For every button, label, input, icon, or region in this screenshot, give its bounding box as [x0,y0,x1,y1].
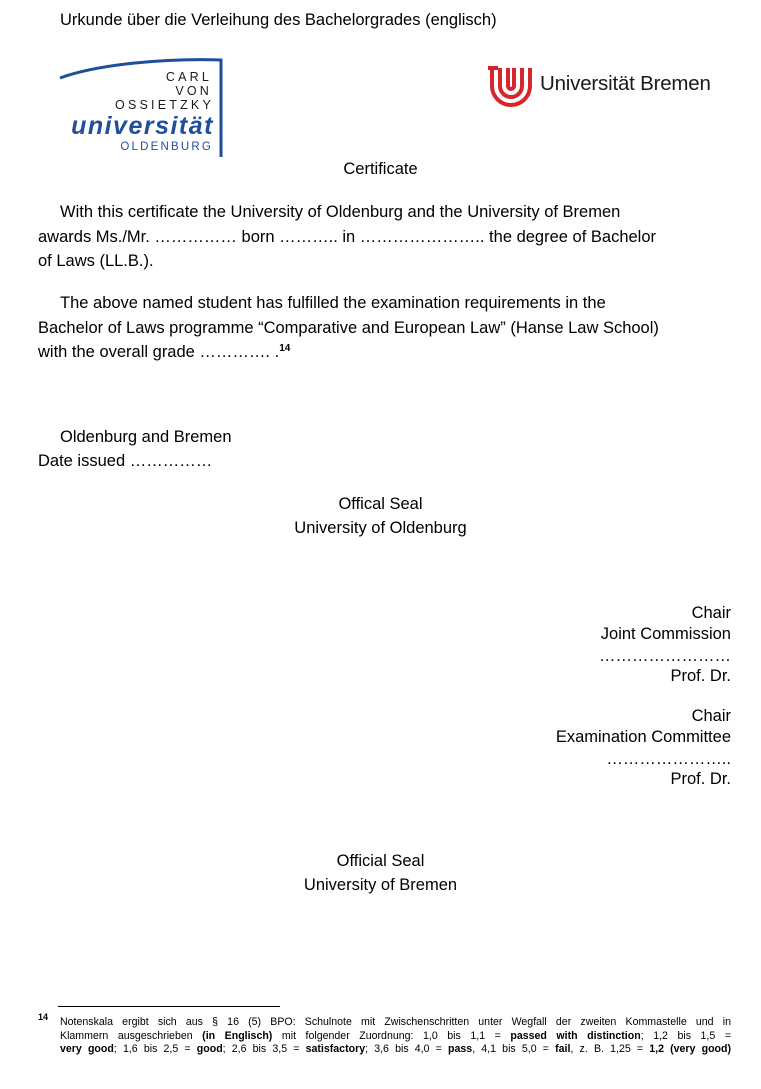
footnote-mark: 14 [38,1012,49,1022]
footnote-text [60,1016,731,1057]
footnote-l3-c: good [196,1043,223,1056]
footnote-l3-b: ; 1,6 bis 2,5 = [113,1043,197,1056]
seal-oldenburg-label: Offical Seal [338,495,423,513]
footnote-l3-a: very good [60,1043,114,1056]
certificate-paragraph-1 [38,200,738,274]
footnote-l3-h: , 4,1 bis 5,0 = [472,1043,556,1056]
signature-1-line: …………………… [599,647,731,665]
certificate-paragraph-2 [38,291,738,365]
footnote-l2-b: (in Englisch) [202,1029,273,1042]
footnote-l2-e: ; 1,2 bis 1,5 = [640,1029,732,1042]
footnote-l2-a: Klammern ausgeschrieben [60,1029,203,1042]
paragraph-2-line-1: The above named student has fulfilled the examination requirements in the [60,294,606,312]
oldenburg-logo-von: VON [175,84,212,98]
footnote-l3-j: , z. B. 1,25 = [570,1043,650,1056]
footnote-line-1 [60,1016,731,1030]
bremen-university-name: Universität Bremen [540,72,711,95]
footnote-line-3 [60,1043,731,1057]
date-issued: Date issued …………… [38,452,213,470]
paragraph-2-line-2: Bachelor of Laws programme “Comparative and European Law” (Hanse Law School) [38,318,659,337]
paragraph-1-line-2: awards Ms./Mr. …………… born ……….. in ………………….. the degree of Bachelor [38,227,657,246]
oldenburg-logo-carl: CARL [165,70,212,84]
paragraph-2-line-3: with the overall grade …………. . [38,343,280,361]
bremen-u-emblem-icon [488,66,534,108]
signature-2-body: Examination Committee [555,728,731,746]
oldenburg-logo-ossietzky: OSSIETZKY [115,98,214,112]
signature-1-body: Joint Commission [600,625,731,643]
footnote-line-2 [60,1030,731,1044]
footnote-l3-f: ; 3,6 bis 4,0 = [365,1043,449,1056]
issue-place: Oldenburg and Bremen [60,428,232,446]
oldenburg-logo-oldenburg: OLDENBURG [120,141,213,153]
paragraph-1-line-1: With this certificate the University of Oldenburg and the University of Bremen [60,203,621,221]
footnote-l2-d: passed with distinction [510,1029,641,1042]
certificate-heading: Certificate [343,160,418,178]
seal-bremen-university: University of Bremen [303,876,458,894]
footnote-l2-c: mit folgender Zuordnung: 1,0 bis 1,1 = [272,1029,511,1042]
signature-1-name: Prof. Dr. [670,667,731,685]
signature-2-name: Prof. Dr. [670,770,731,788]
footnote-reference[interactable]: 14 [279,343,291,354]
footnote-l3-k: 1,2 (very good) [649,1043,732,1056]
signature-1-title: Chair [691,604,731,622]
seal-bremen-label: Official Seal [336,852,425,870]
seal-oldenburg-university: University of Oldenburg [294,519,467,537]
footnote-divider [58,1006,280,1007]
footnote-l3-e: satisfactory [305,1043,366,1056]
signature-2-line: ………………….. [606,750,731,768]
oldenburg-logo-universitaet: universität [71,112,214,140]
footnote-l1-text: Notenskala ergibt sich aus § 16 (5) BPO: Schulnote mit Zwischenschritten unter Wegfall der zweiten Kommastelle und in [60,1016,731,1028]
document-header: Urkunde über die Verleihung des Bachelorgrades (englisch) [60,11,497,29]
paragraph-1-line-3: of Laws (LL.B.). [38,252,154,270]
footnote-l3-g: pass [448,1043,473,1056]
footnote-l3-i: fail [555,1043,571,1056]
oldenburg-university-logo [58,56,226,160]
signature-2-title: Chair [691,707,731,725]
footnote-l3-d: ; 2,6 bis 3,5 = [222,1043,306,1056]
